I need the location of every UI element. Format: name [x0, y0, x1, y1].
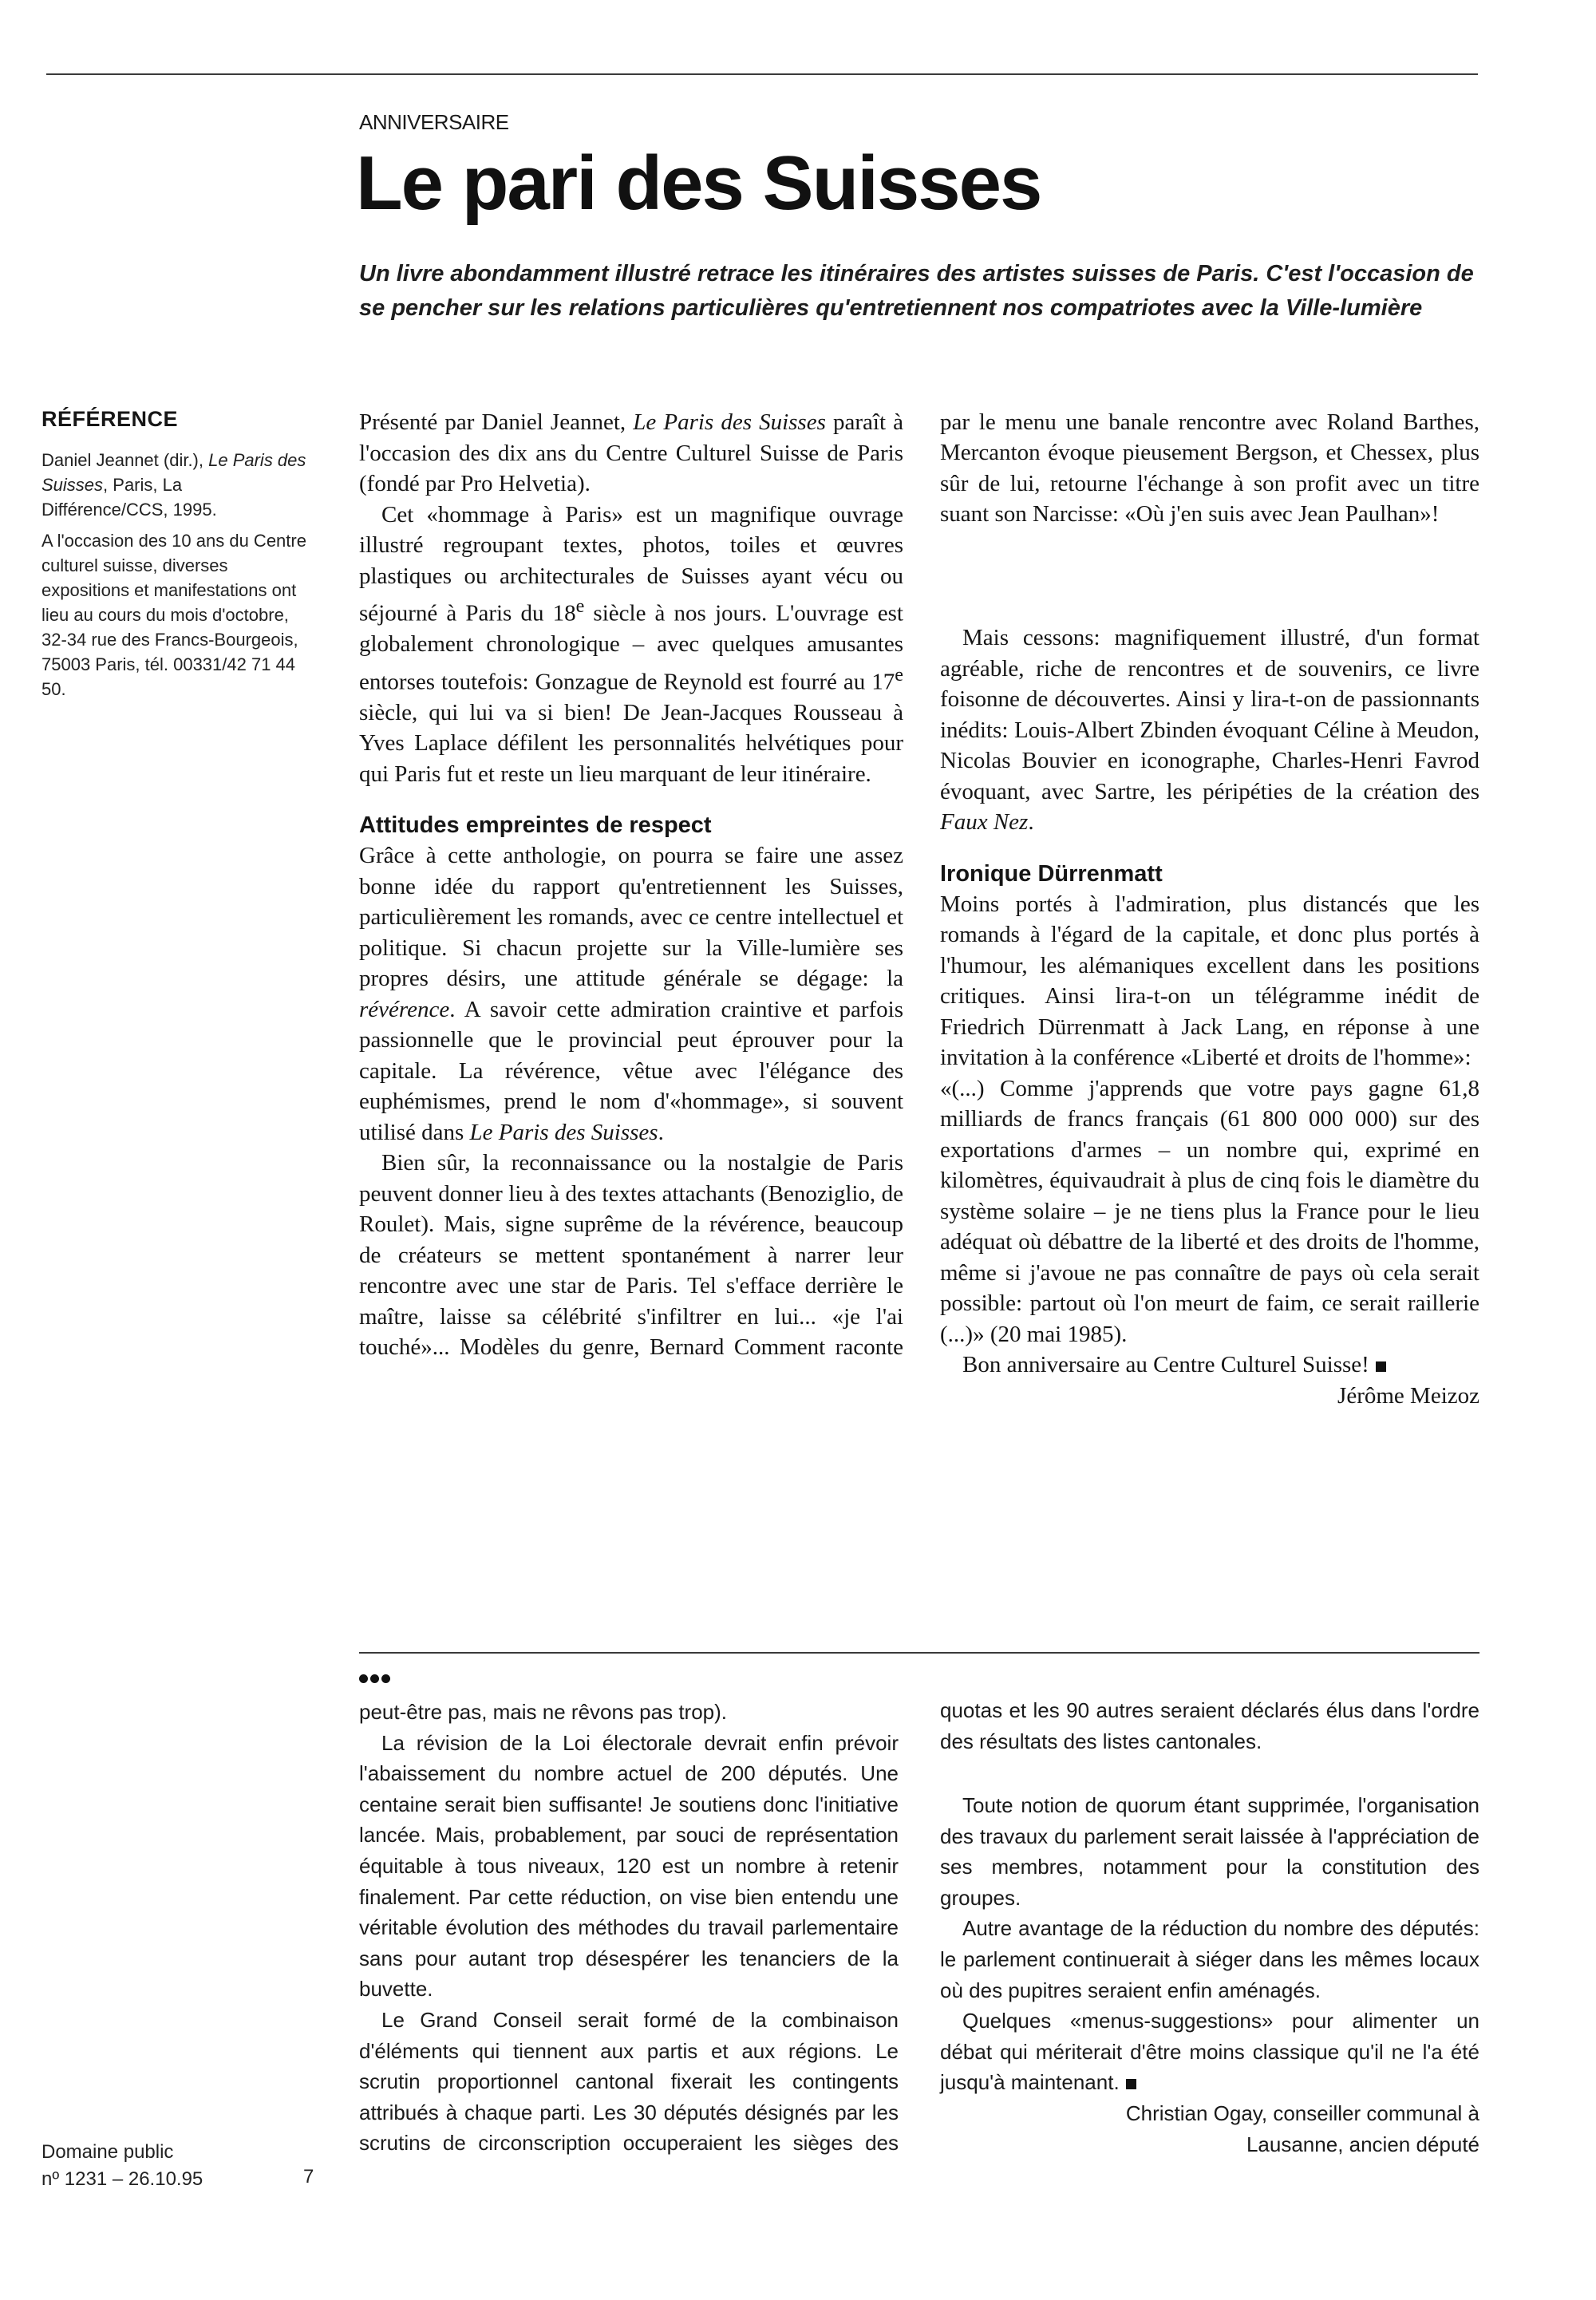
emphasis: révérence: [359, 996, 450, 1022]
emphasis: Faux Nez: [940, 809, 1029, 835]
paragraph: Toute notion de quorum étant supprimée, l'organisation des travaux du parlement serait laissée à l'appréciation de ses membres, notamment pour la constitution des groupes.: [940, 1793, 1479, 1910]
citation-publisher: , Paris, La Différence/CCS, 1995.: [41, 475, 217, 520]
telegram-quote: «(...) Comme j'apprends que votre pays gagne 61,8 milliards de francs français (61 800 000 000) sur des exportations d'armes – un nombre qui, exprimé en kilomètres, équivaudrait à plus de cinq fois le diamètre du système solaire – je ne tiens plus la France pour le lieu adéquat où débattre de la liberté et des droits de l'homme, même si j'avoue ne pas connaître de pays où cela serait possible: partout où l'on meurt de faim, ce serait raillerie (...)» (20 mai 1985).: [940, 1075, 1479, 1347]
publication-name: Domaine public: [41, 2141, 174, 2163]
text-span: paraît à l'occasion des dix ans du Centre Culturel Suisse de Paris (fondé par Pro Helvetia).: [359, 409, 904, 496]
subheading-attitudes: Attitudes empreintes de respect: [359, 812, 712, 839]
subheading-durrenmatt: Ironique Dürrenmatt: [940, 860, 1163, 887]
text-span: siècle, qui lui va si bien! De Jean-Jacques Rousseau à Yves Laplace défilent les personnalités helvétiques pour qui Paris fut et reste un lieu marquant de leur itinéraire.: [359, 699, 903, 787]
sidebar-heading: RÉFÉRENCE: [41, 407, 179, 431]
second-article-column-1: [359, 1697, 899, 2160]
paragraph-continuation: par le menu une banale rencontre avec Roland Barthes, Mercanton évoque pieusement Bergson, et Chessex, plus sûr de lui, retourne l'échange à son profit avec un titre suant son Narcisse: «Où j'en suis avec Jean Paulhan»!: [940, 409, 1479, 527]
text-span: .: [1028, 809, 1034, 835]
paragraph: [940, 622, 1479, 838]
footer: [41, 2139, 203, 2193]
text-span: siècle à nos jours. L'ouvrage est globalement chronologique – avec quelques amusantes entorses toutefois: Gonzague de Reynold est fourré au 17: [359, 600, 903, 695]
paragraph-continued: Bien sûr, la reconnaissance ou la nostalgie de Paris peuvent donner lieu à des textes attachants (Benoziglio, de Roulet). Mais, signe suprême de la révérence, beaucoup de créateurs se mettent spontanément à narrer leur rencontre avec une star de Paris. Tel s'efface derrière le maître, laisse sa célébrité s'infiltrer en lui... «je l'ai touché»... Modèles du genre, Bernard Comment raconte: [359, 1150, 903, 1361]
continuation-window: [940, 1697, 1479, 1790]
book-title: Le Paris des Suisses: [633, 409, 826, 435]
text-span: Présenté par Daniel Jeannet,: [359, 409, 634, 435]
end-mark-icon: [1376, 1361, 1386, 1372]
author-signature: Jérôme Meizoz: [1337, 1382, 1479, 1409]
paragraph-closing: [940, 1350, 1479, 1381]
paragraph: [359, 840, 903, 1148]
superscript: e: [575, 595, 585, 617]
superscript: e: [895, 663, 903, 686]
paragraph: [359, 500, 903, 790]
event-info: A l'occasion des 10 ans du Centre culturel suisse, diverses expositions et manifestations ont lieu au cours du mois d'octobre, 32-34 rue des Francs-Bourgeois, 75003 Paris, tél. 00331/42 71 44 50.: [41, 531, 306, 699]
section-rule: [359, 1652, 1479, 1654]
paragraph: Autre avantage de la réduction du nombre des députés: le parlement continuerait à siéger dans les mêmes locaux où des pupitres seraient enfin aménagés.: [940, 1916, 1479, 2002]
article-column-2: [940, 407, 1479, 1411]
text-span: . A savoir cette admiration craintive et parfois passionnelle que le provincial peut éprouver pour la capitale. La révérence, vêtue avec l'élégance des euphémismes, prend le nom d'«hommage», si souvent utilisé dans: [359, 996, 903, 1145]
citation-title: Le Paris des Suisses: [41, 450, 306, 495]
signature-line: Christian Ogay, conseiller communal à: [1125, 2100, 1479, 2125]
second-article-column-2: [940, 1697, 1479, 2160]
lead-paragraph: Un livre abondamment illustré retrace les itinéraires des artistes suisses de Paris. C'est l'occasion de se pencher sur les relations particulières qu'entretiennent nos compatriotes avec la Ville-lumière: [359, 261, 1474, 321]
split-paragraph-window: [359, 2005, 899, 2160]
text-span: .: [658, 1119, 664, 1145]
continuation-dots-icon: [359, 1673, 393, 1687]
paragraph-closing: [940, 2006, 1479, 2098]
text-span: Mais cessons: magnifiquement illustré, d'un format agréable, riche de rencontres et de souvenirs, ce livre foisonne de découvertes. Ainsi y lira-t-on de passionnants inédits: Louis-Albert Zbinden évoquant Céline à Meudon, Nicolas Bouvier en iconographe, Charles-Henri Favrod évoquant, avec Sartre, les péripéties de la création des: [940, 625, 1479, 804]
end-mark-icon: [1126, 2079, 1136, 2089]
text-span: Cet «hommage à Paris» est un magnifique ouvrage illustré regroupant textes, photos, toiles et œuvres plastiques ou architecturales de Suisses ayant vécu ou séjourné à Paris du 18: [359, 501, 903, 626]
paragraph: [359, 407, 903, 500]
page-number: 7: [303, 2166, 314, 2187]
kicker: ANNIVERSAIRE: [359, 110, 509, 134]
author-signature: [940, 2098, 1479, 2160]
headline: Le pari des Suisses: [356, 140, 1041, 226]
text-span: Grâce à cette anthologie, on pourra se faire une assez bonne idée du rapport qu'entretiennent les Suisses, particulièrement les romands, avec ce centre intellectuel et politique. Si chacun projette sur la Ville-lumière ses propres désirs, une attitude générale se dégage: la: [359, 843, 903, 992]
citation-author: Daniel Jeannet (dir.),: [41, 450, 209, 470]
continuation-window: [940, 407, 1479, 622]
paragraph: La révision de la Loi électorale devrait enfin prévoir l'abaissement du nombre actuel de 200 députés. Une centaine serait bien suffisante! Je soutiens donc l'initiative lancée. Mais, probablement, par souci de représentation équitable à tous niveaux, 120 est un nombre à retenir finalement. Par cette réduction, on vise bien entendu une véritable évolution des méthodes du travail parlementaire sans pour autant trop désespérer les tenanciers de la buvette.: [359, 1730, 899, 2002]
reference-citation: [41, 448, 313, 522]
text-span: Quelques «menus-suggestions» pour alimenter un débat qui mériterait d'être moins classique qu'il ne l'a été jusqu'à maintenant.: [940, 2009, 1479, 2095]
paragraph: Le Grand Conseil serait formé de la combinaison d'éléments qui tiennent aux partis et aux régions. Le scrutin proportionnel cantonal fixerait les contingents attribués à chaque parti. Les 30 députés désignés par les scrutins de circonscription occuperaient les sièges des: [359, 2007, 899, 2156]
issue-number: nº 1231 – 26.10.95: [41, 2168, 203, 2190]
reference-sidebar: [41, 407, 313, 708]
paragraph-continuation: quotas et les 90 autres seraient déclarés élus dans l'ordre des résultats des listes cantonales.: [940, 1697, 1479, 1753]
paragraph: Moins portés à l'admiration, plus distancés que les romands à l'égard de la capitale, et donc plus portés à l'humour, les alémaniques excellent dans les positions critiques. Ainsi lira-t-on un télégramme inédit de Friedrich Dürrenmatt à Jack Lang, en réponse à une invitation à la conférence «Liberté et droits de l'homme»:: [940, 891, 1479, 1070]
signature-line: Lausanne, ancien député: [1246, 2132, 1479, 2156]
text-span: Bon anniversaire au Centre Culturel Suisse!: [962, 1352, 1369, 1377]
paragraph: peut-être pas, mais ne rêvons pas trop).: [359, 1700, 728, 1724]
top-rule: [46, 73, 1478, 75]
book-title: Le Paris des Suisses: [469, 1119, 658, 1145]
article-column-1: [359, 407, 903, 1363]
